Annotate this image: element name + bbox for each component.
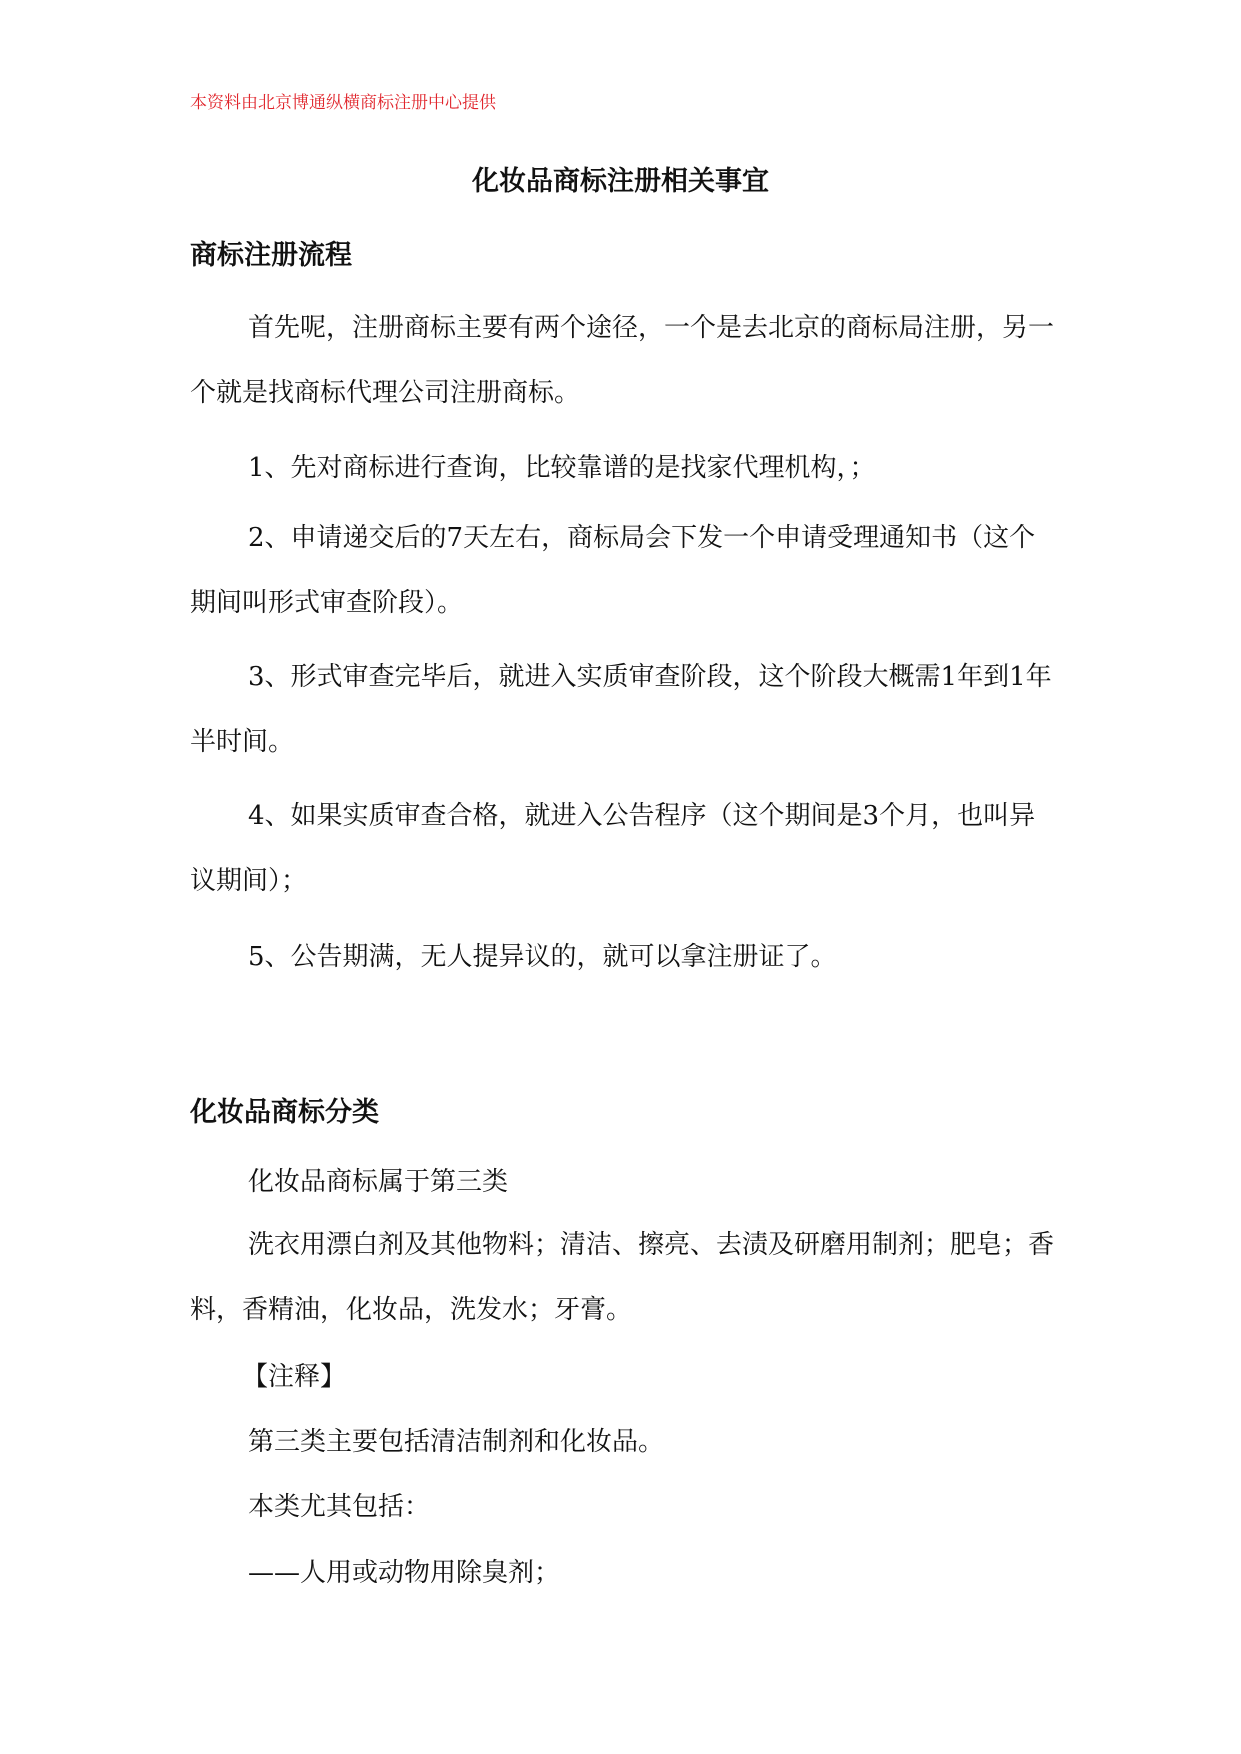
section-heading-registration-process: 商标注册流程 (190, 240, 352, 271)
include-item: ——人用或动物用除臭剂； (248, 1558, 561, 1588)
paragraph-step-1: 1、先对商标进行查询，比较靠谱的是找家代理机构，； (248, 453, 876, 483)
paragraph-step-4: 4、如果实质审查合格，就进入公告程序（这个期间是3个月，也叫异议期间）； (190, 801, 1036, 896)
note-label: 【注释】 (242, 1362, 347, 1392)
document-title: 化妆品商标注册相关事宜 (472, 166, 769, 197)
class-statement: 化妆品商标属于第三类 (248, 1167, 509, 1197)
section-heading-cosmetics-class: 化妆品商标分类 (190, 1097, 379, 1128)
note-text: 第三类主要包括清洁制剂和化妆品。 (248, 1427, 665, 1457)
includes-label: 本类尤其包括： (248, 1492, 431, 1522)
paragraph-step-2: 2、申请递交后的7天左右，商标局会下发一个申请受理通知书（这个期间叫形式审查阶段）。 (190, 523, 1036, 618)
paragraph-goods-list: 洗衣用漂白剂及其他物料；清洁、擦亮、去渍及研磨用制剂；肥皂；香料，香精油，化妆品，洗发水；牙膏。 (190, 1230, 1055, 1325)
paragraph-step-5: 5、公告期满，无人提异议的，就可以拿注册证了。 (248, 942, 837, 972)
header-note: 本资料由北京博通纵横商标注册中心提供 (190, 93, 496, 113)
paragraph-intro: 首先呢，注册商标主要有两个途径，一个是去北京的商标局注册，另一个就是找商标代理公司注册商标。 (190, 313, 1055, 408)
paragraph-step-3: 3、形式审查完毕后，就进入实质审查阶段，这个阶段大概需1年到1年半时间。 (190, 662, 1052, 757)
